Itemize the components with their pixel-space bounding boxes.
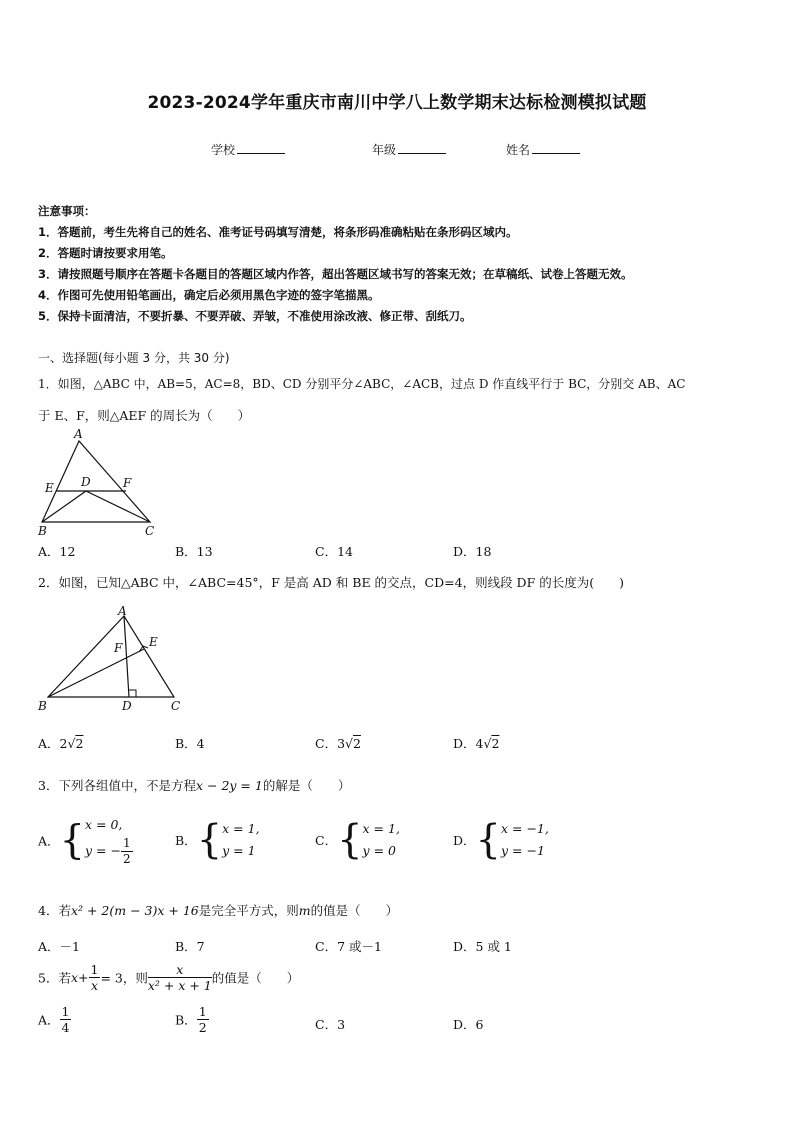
option-label: A． [38, 1012, 60, 1028]
q1-text-line1: 1．如图，△ABC 中，AB=5，AC=8，BD、CD 分别平分∠ABC，∠ACB，过点 D 作直线平行于 BC，分别交 AB、AC [38, 377, 686, 391]
denominator: x [90, 978, 98, 993]
point-label-c: C [145, 524, 155, 538]
sqrt-icon: √ [345, 736, 353, 751]
section-heading: 一、选择题(每小题 3 分，共 30 分) [38, 351, 230, 365]
name-field [506, 141, 580, 158]
q1-option-c[interactable]: C．14 [315, 544, 353, 559]
system-row: y = 1 [222, 843, 256, 858]
q4-expression: x² + 2(m − 3)x + 16 [70, 903, 199, 918]
denominator: 2 [198, 1020, 207, 1035]
q5-equals: = 3，则 [100, 970, 148, 986]
system-row: x = 1, [362, 821, 400, 836]
q5-option-b[interactable] [175, 1004, 209, 1035]
q1-figure [34, 426, 164, 538]
option-label: C． [315, 736, 338, 751]
q4-option-b[interactable]: B．7 [175, 939, 205, 954]
point-label-f: F [123, 476, 132, 490]
q5-prefix: 5．若 [38, 970, 71, 986]
point-label-e: E [45, 481, 54, 495]
q3-text [38, 776, 350, 794]
point-label-b: B [38, 699, 47, 713]
radicand: 2 [353, 736, 361, 751]
q5-option-a[interactable] [38, 1004, 71, 1035]
system-row: x = 1, [222, 821, 260, 836]
q2-option-a[interactable] [38, 734, 83, 752]
q4-option-d[interactable]: D．5 或 1 [453, 939, 512, 954]
system-row: y = 0 [362, 843, 396, 858]
fraction [121, 836, 133, 867]
q5-option-c[interactable]: C．3 [315, 1017, 346, 1032]
brace-icon: { [59, 817, 85, 864]
q3-equation: x − 2y = 1 [195, 778, 263, 793]
equation-system [85, 814, 133, 867]
fraction [60, 1004, 72, 1035]
q5-option-d[interactable]: D．6 [453, 1017, 484, 1032]
q4-mid: 是完全平方式，则 [198, 903, 299, 918]
brace-icon: { [196, 817, 223, 863]
point-label-e: E [149, 635, 158, 649]
denominator: x² + x + 1 [147, 978, 212, 993]
coefficient: 3 [337, 736, 346, 751]
q3-suffix: 的解是（ ） [262, 778, 351, 793]
triangle-abc [42, 441, 150, 522]
option-label: C． [315, 833, 338, 848]
numerator: 1 [122, 836, 131, 850]
point-label-d: D [122, 699, 132, 713]
radicand: 2 [75, 736, 84, 751]
point-label-b: B [38, 524, 47, 538]
numerator: 1 [61, 1004, 70, 1019]
option-label: B． [175, 833, 197, 848]
sqrt-icon: √ [483, 736, 492, 751]
coefficient: 2 [59, 736, 68, 751]
note-item: 1．答题前，考生先将自己的姓名、准考证号码填写清楚，将条形码准确粘贴在条形码区域内。 [38, 225, 518, 239]
q4-suffix: 的值是（ ） [310, 903, 399, 918]
q5-text [38, 962, 299, 993]
q1-text-line2: 于 E、F，则△AEF 的周长为（ ） [38, 408, 251, 423]
equation-system [222, 818, 259, 862]
brace-icon: { [475, 817, 501, 863]
note-item: 2．答题时请按要求用笔。 [38, 246, 173, 260]
option-label: B． [175, 1012, 197, 1028]
q4-option-a[interactable]: A．－1 [38, 939, 80, 954]
q4-option-c[interactable]: C．7 或－1 [315, 939, 382, 954]
q3-prefix: 3．下列各组值中，不是方程 [38, 778, 196, 793]
numerator: x [148, 962, 212, 978]
q3-option-c[interactable] [315, 818, 400, 862]
right-angle-mark-d [129, 690, 136, 697]
system-row: x = −1, [500, 821, 549, 836]
note-item: 5．保持卡面清洁，不要折暴、不要弄破、弄皱，不准使用涂改液、修正带、刮纸刀。 [38, 309, 472, 323]
numerator: 1 [198, 1004, 207, 1019]
point-label-a: A [118, 604, 127, 618]
name-label: 姓名 [506, 143, 531, 157]
equation-system [501, 818, 549, 862]
q2-option-c[interactable] [315, 734, 361, 752]
system-row: y = −1 [500, 843, 545, 858]
name-blank [532, 143, 580, 154]
q4-variable: m [298, 903, 311, 918]
option-label: D． [453, 736, 476, 751]
option-label: A． [38, 736, 60, 751]
point-label-f: F [114, 641, 123, 655]
note-item: 3．请按照题号顺序在答题卡各题目的答题区域内作答，超出答题区域书写的答案无效；在草稿纸、试卷上答题无效。 [38, 267, 633, 281]
school-label: 学校 [211, 143, 236, 157]
fraction [148, 962, 212, 993]
point-label-a: A [74, 427, 83, 441]
equation-system [363, 818, 400, 862]
school-blank [237, 143, 285, 154]
grade-field [372, 141, 446, 158]
q2-text: 2．如图，已知△ABC 中，∠ABC=45°，F 是高 AD 和 BE 的交点，CD=4，则线段 DF 的长度为( ) [38, 575, 624, 590]
q5-suffix: 的值是（ ） [211, 970, 300, 986]
q3-option-d[interactable] [453, 818, 549, 862]
coefficient: 4 [475, 736, 484, 751]
brace-icon: { [337, 817, 363, 863]
system-row: y = − [84, 843, 121, 858]
q1-option-b[interactable]: B．13 [175, 544, 213, 559]
numerator: 1 [90, 962, 99, 977]
q1-option-a[interactable]: A．12 [38, 544, 76, 559]
denominator: 2 [122, 852, 131, 866]
grade-label: 年级 [372, 143, 397, 157]
option-label: A． [38, 833, 60, 849]
q4-text [38, 901, 398, 919]
point-label-d: D [81, 475, 91, 489]
line-cd [86, 491, 150, 522]
fraction [89, 962, 101, 993]
denominator: 4 [61, 1020, 70, 1035]
q1-option-d[interactable]: D．18 [453, 544, 492, 559]
page-title: 2023-2024学年重庆市南川中学八上数学期末达标检测模拟试题 [147, 93, 647, 113]
operator: + [78, 970, 89, 985]
q2-option-d[interactable] [453, 734, 499, 752]
q2-figure [34, 602, 194, 714]
q2-option-b[interactable]: B．4 [175, 736, 205, 751]
option-label: D． [453, 833, 476, 848]
grade-blank [398, 143, 446, 154]
triangle-abc [48, 616, 174, 697]
sqrt-icon: √ [67, 736, 76, 751]
point-label-c: C [171, 699, 181, 713]
q3-option-a[interactable] [38, 814, 133, 867]
q3-option-b[interactable] [175, 818, 260, 862]
system-row: x = 0, [84, 817, 123, 832]
notes-heading: 注意事项： [38, 204, 96, 218]
school-field [211, 141, 285, 158]
variable: x [70, 970, 79, 985]
note-item: 4．作图可先使用铅笔画出，确定后必须用黑色字迹的签字笔描黑。 [38, 288, 380, 302]
q4-prefix: 4．若 [38, 903, 71, 918]
radicand: 2 [491, 736, 500, 751]
fraction [197, 1004, 209, 1035]
